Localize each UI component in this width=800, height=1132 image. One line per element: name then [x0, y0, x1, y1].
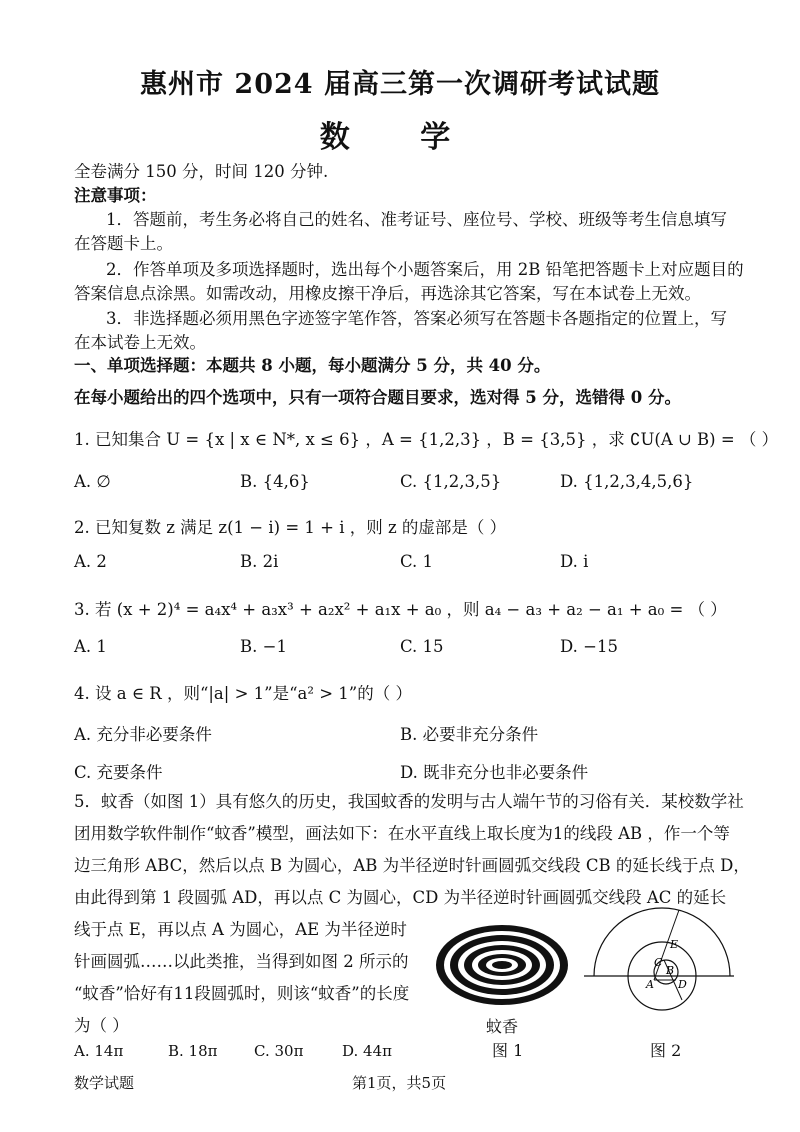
question-5-line: 由此得到第 1 段圆弧 AD，再以点 C 为圆心，CD 为半径逆时针画圆弧交线段 AC 的延长	[74, 888, 727, 907]
question-2-stem: 2. 已知复数 z 满足 z(1 − i) = 1 + i ，则 z 的虚部是（ ）	[74, 518, 507, 537]
question-5-line: 边三角形 ABC，然后以点 B 为圆心，AB 为半径逆时针画圆弧交线段 CB 的延长线于点 D，	[74, 856, 750, 875]
point-label: A	[646, 978, 654, 991]
option-a: A. ∅	[74, 472, 111, 491]
option-b: B. 18π	[168, 1042, 218, 1060]
option-b: B. {4,6}	[240, 472, 310, 491]
option-c: C. 30π	[254, 1042, 304, 1060]
exam-title: 惠州市 2024 届高三第一次调研考试试题	[140, 69, 660, 100]
option-b: B. −1	[240, 637, 287, 656]
question-4-stem: 4. 设 a ∈ R ，则“|a| > 1”是“a² > 1”的（ ）	[74, 684, 412, 703]
section-heading: 一、单项选择题：本题共 8 小题，每小题满分 5 分，共 40 分。	[74, 356, 551, 375]
point-label: E	[670, 938, 679, 951]
page-number: 第1页，共5页	[352, 1074, 447, 1092]
notice-2b: 答案信息点涂黑。如需改动，用橡皮擦干净后，再选涂其它答案，写在本试卷上无效。	[74, 284, 701, 303]
figure-1-label: 蚊香	[486, 1017, 519, 1036]
point-label: C	[654, 956, 663, 969]
option-a: A. 1	[74, 637, 107, 656]
question-1-stem: 1. 已知集合 U = {x | x ∈ N*, x ≤ 6} ，A = {1,2,3} ，B = {3,5} ，求 ∁U(A ∪ B) = （ ）	[74, 430, 779, 449]
figure-1-caption: 图 1	[492, 1041, 524, 1060]
intro-line: 全卷满分 150 分，时间 120 分钟.	[74, 162, 329, 181]
option-a: A. 充分非必要条件	[74, 725, 212, 744]
option-b: B. 2i	[240, 552, 279, 571]
option-d: D. −15	[560, 637, 618, 656]
notice-1a: 1．答题前，考生务必将自己的姓名、准考证号、座位号、学校、班级等考生信息填写	[106, 210, 727, 229]
option-c: C. {1,2,3,5}	[400, 472, 502, 491]
option-a: A. 14π	[74, 1042, 124, 1060]
option-c: C. 充要条件	[74, 763, 163, 782]
question-5-line: 为（ ）	[74, 1016, 129, 1035]
option-d: D. 既非充分也非必要条件	[400, 763, 589, 782]
notice-3b: 在本试卷上无效。	[74, 333, 206, 352]
question-5-line: 针画圆弧……以此类推，当得到如图 2 所示的	[74, 952, 409, 971]
figure-2-caption: 图 2	[650, 1041, 682, 1060]
question-3-stem: 3. 若 (x + 2)⁴ = a₄x⁴ + a₃x³ + a₂x² + a₁x + a₀ ，则 a₄ − a₃ + a₂ − a₁ + a₀ = （ ）	[74, 600, 727, 619]
arc-construction-figure	[584, 900, 734, 1030]
point-label: D	[678, 978, 687, 991]
option-d: D. 44π	[342, 1042, 392, 1060]
option-b: B. 必要非充分条件	[400, 725, 539, 744]
question-5-line: 线于点 E，再以点 A 为圆心，AE 为半径逆时	[74, 920, 407, 939]
option-a: A. 2	[74, 552, 107, 571]
notice-1b: 在答题卡上。	[74, 234, 173, 253]
point-label: B	[666, 964, 675, 977]
question-5-line: 团用数学软件制作“蚊香”模型，画法如下：在水平直线上取长度为1的线段 AB ，作一个等	[74, 824, 730, 843]
option-c: C. 15	[400, 637, 444, 656]
option-d: D. i	[560, 552, 589, 571]
option-d: D. {1,2,3,4,5,6}	[560, 472, 694, 491]
footer-subject: 数学试题	[74, 1074, 135, 1092]
notice-3a: 3．非选择题必须用黑色字迹签字笔作答，答案必须写在答题卡各题指定的位置上，写	[106, 309, 727, 328]
subject-title: 数 学	[319, 120, 481, 155]
option-c: C. 1	[400, 552, 434, 571]
question-5-line: 5．蚊香（如图 1）具有悠久的历史，我国蚊香的发明与古人端午节的习俗有关．某校数学社	[74, 792, 744, 811]
section-instruction: 在每小题给出的四个选项中，只有一项符合题目要求，选对得 5 分，选错得 0 分。	[74, 388, 681, 407]
notice-heading: 注意事项：	[74, 186, 157, 205]
mosquito-coil-figure	[432, 920, 572, 1010]
notice-2a: 2．作答单项及多项选择题时，选出每个小题答案后，用 2B 铅笔把答题卡上对应题目的	[106, 260, 744, 279]
question-5-line: “蚊香”恰好有11段圆弧时，则该“蚊香”的长度	[74, 984, 410, 1003]
